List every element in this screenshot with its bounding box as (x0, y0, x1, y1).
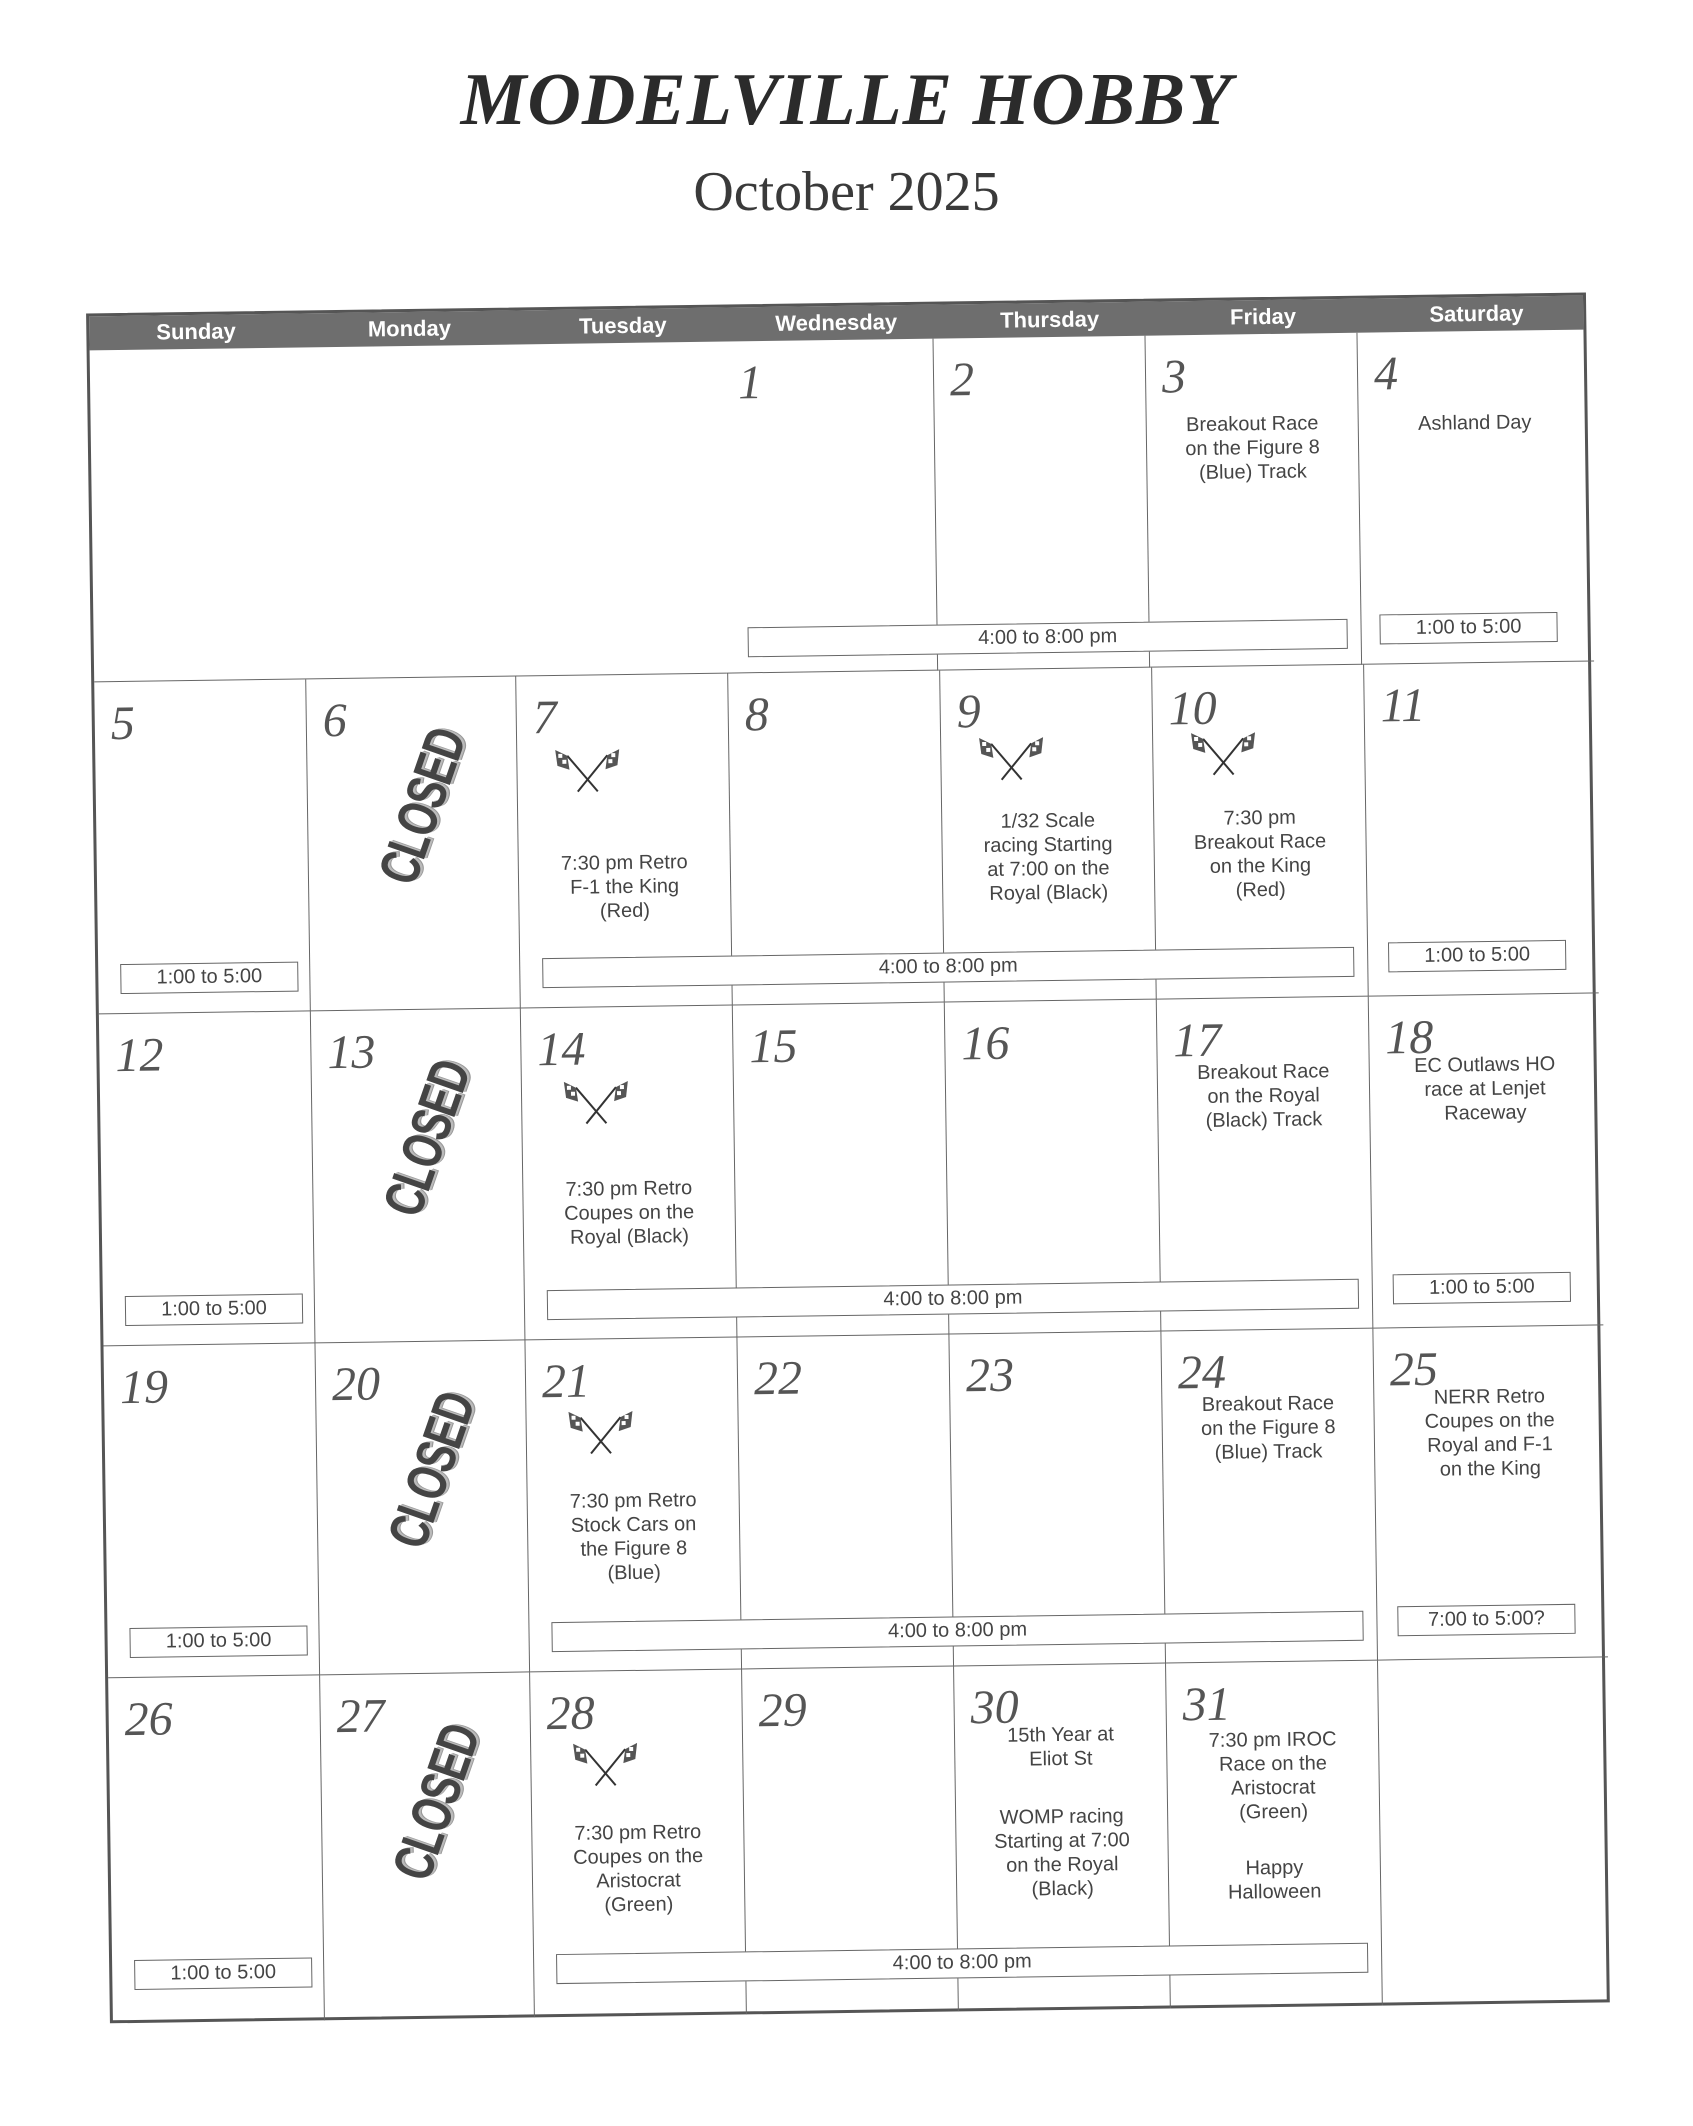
day-number: 20 (331, 1357, 381, 1412)
event-text: 7:30 pm Retro Coupes on the Royal (Black) (563, 1177, 695, 1249)
hours-box: 1:00 to 5:00 (1393, 1272, 1571, 1304)
hours-box: 1:00 to 5:00 (120, 962, 298, 994)
weekday-tuesday: Tuesday (578, 312, 667, 339)
closed-label: CLOSED (370, 1052, 483, 1224)
day-number: 17 (1172, 1013, 1222, 1068)
day-number: 31 (1182, 1677, 1231, 1732)
hours-box: 1:00 to 5:00 (1379, 612, 1557, 644)
day-number: 25 (1389, 1342, 1439, 1397)
day-cell-27 (320, 1672, 535, 2020)
day-number: 7 (532, 690, 558, 745)
hours-box: 1:00 to 5:00 (134, 1957, 312, 1989)
event-text: Breakout Race on the Figure 8 (Blue) Track (1200, 1392, 1336, 1464)
day-cell-19 (103, 1343, 320, 1678)
weekday-saturday: Saturday (1429, 300, 1524, 327)
day-number: 30 (970, 1680, 1019, 1735)
event-text: 7:30 pm Retro Stock Cars on the Figure 8 (Blue) (569, 1489, 697, 1585)
event-text: 7:30 pm Retro F-1 the King (Red) (560, 851, 688, 923)
day-number: 9 (956, 685, 982, 739)
hours-box: 1:00 to 5:00 (125, 1294, 303, 1326)
day-cell-2 (934, 336, 1151, 671)
closed-label: CLOSED (365, 720, 478, 892)
checkered-flags-icon (977, 733, 1046, 782)
event-text: Breakout Race on the Figure 8 (Blue) Track (1185, 412, 1320, 484)
day-number: 18 (1384, 1010, 1434, 1065)
event-text: NERR Retro Coupes on the Royal and F-1 on the King (1424, 1385, 1555, 1481)
day-cell-empty (90, 342, 727, 683)
event-text: Ashland Day (1417, 411, 1532, 435)
checkered-flags-icon (571, 1739, 640, 1788)
event-text: EC Outlaws HO race at Lenjet Raceway (1413, 1053, 1556, 1125)
hours-box: 7:00 to 5:00? (1397, 1604, 1575, 1636)
weekday-monday: Monday (367, 315, 452, 342)
closed-label: CLOSED (379, 1716, 492, 1888)
day-number: 16 (960, 1016, 1010, 1071)
day-number: 13 (327, 1025, 376, 1080)
event-text: Breakout Race on the Royal (Black) Track (1196, 1060, 1330, 1132)
day-number: 21 (541, 1354, 591, 1409)
hours-box: 4:00 to 8:00 pm (547, 1279, 1359, 1320)
day-number: 23 (965, 1348, 1015, 1403)
day-number: 1 (737, 356, 763, 410)
month-subtitle: October 2025 (693, 161, 1000, 223)
day-number: 14 (537, 1022, 586, 1077)
day-number: 5 (110, 696, 136, 751)
day-number: 12 (115, 1028, 164, 1083)
day-number: 8 (744, 687, 770, 742)
day-number: 29 (758, 1683, 808, 1738)
hours-box: 4:00 to 8:00 pm (748, 619, 1348, 657)
checkered-flags-icon (553, 745, 622, 794)
day-cell-26 (108, 1675, 325, 2023)
day-number: 24 (1177, 1345, 1227, 1400)
page-title: MODELVILLE HOBBY (460, 59, 1233, 141)
weekday-sunday: Sunday (156, 318, 236, 345)
day-cell-3 (1145, 333, 1362, 668)
day-cell-12 (99, 1011, 316, 1346)
event-text: WOMP racing Starting at 7:00 on the Royal (Black) (994, 1805, 1130, 1901)
day-cell-6 (306, 677, 521, 1012)
day-cell-13 (311, 1008, 526, 1343)
day-cell-1 (722, 339, 939, 674)
day-cell-5 (94, 679, 311, 1014)
day-number: 11 (1380, 678, 1426, 733)
day-number: 4 (1373, 347, 1399, 401)
calendar-grid (86, 293, 1610, 2024)
event-text: 7:30 pm Breakout Race on the King (Red) (1193, 806, 1327, 902)
hours-box: 4:00 to 8:00 pm (551, 1611, 1363, 1652)
event-text: 7:30 pm IROC Race on the Aristocrat (Green) (1208, 1728, 1337, 1824)
event-text: Happy Halloween (1227, 1856, 1322, 1904)
day-cell-20 (315, 1340, 530, 1675)
hours-box: 4:00 to 8:00 pm (556, 1943, 1368, 1984)
day-number: 26 (124, 1692, 174, 1747)
closed-label: CLOSED (375, 1384, 487, 1556)
weekday-wednesday: Wednesday (775, 309, 898, 336)
event-text: 1/32 Scale racing Starting at 7:00 on the Royal (Black) (983, 809, 1113, 905)
event-text: 15th Year at Eliot St (1006, 1723, 1115, 1771)
day-cell-empty (1378, 1657, 1613, 2005)
hours-box: 4:00 to 8:00 pm (542, 947, 1354, 988)
weekday-friday: Friday (1229, 303, 1297, 330)
day-number: 6 (322, 693, 348, 748)
weekday-thursday: Thursday (999, 306, 1100, 333)
day-number: 3 (1161, 350, 1187, 404)
event-text: 7:30 pm Retro Coupes on the Aristocrat (Green) (572, 1821, 704, 1917)
day-number: 19 (119, 1360, 169, 1415)
day-number: 28 (546, 1686, 596, 1741)
day-number: 27 (336, 1689, 386, 1744)
hours-box: 1:00 to 5:00 (129, 1626, 307, 1658)
checkered-flags-icon (1189, 728, 1258, 777)
day-number: 10 (1168, 681, 1218, 736)
hours-box: 1:00 to 5:00 (1388, 940, 1566, 972)
day-number: 15 (749, 1019, 798, 1074)
checkered-flags-icon (562, 1077, 631, 1126)
day-number: 22 (753, 1351, 803, 1406)
checkered-flags-icon (566, 1407, 635, 1456)
day-number: 2 (949, 353, 975, 407)
